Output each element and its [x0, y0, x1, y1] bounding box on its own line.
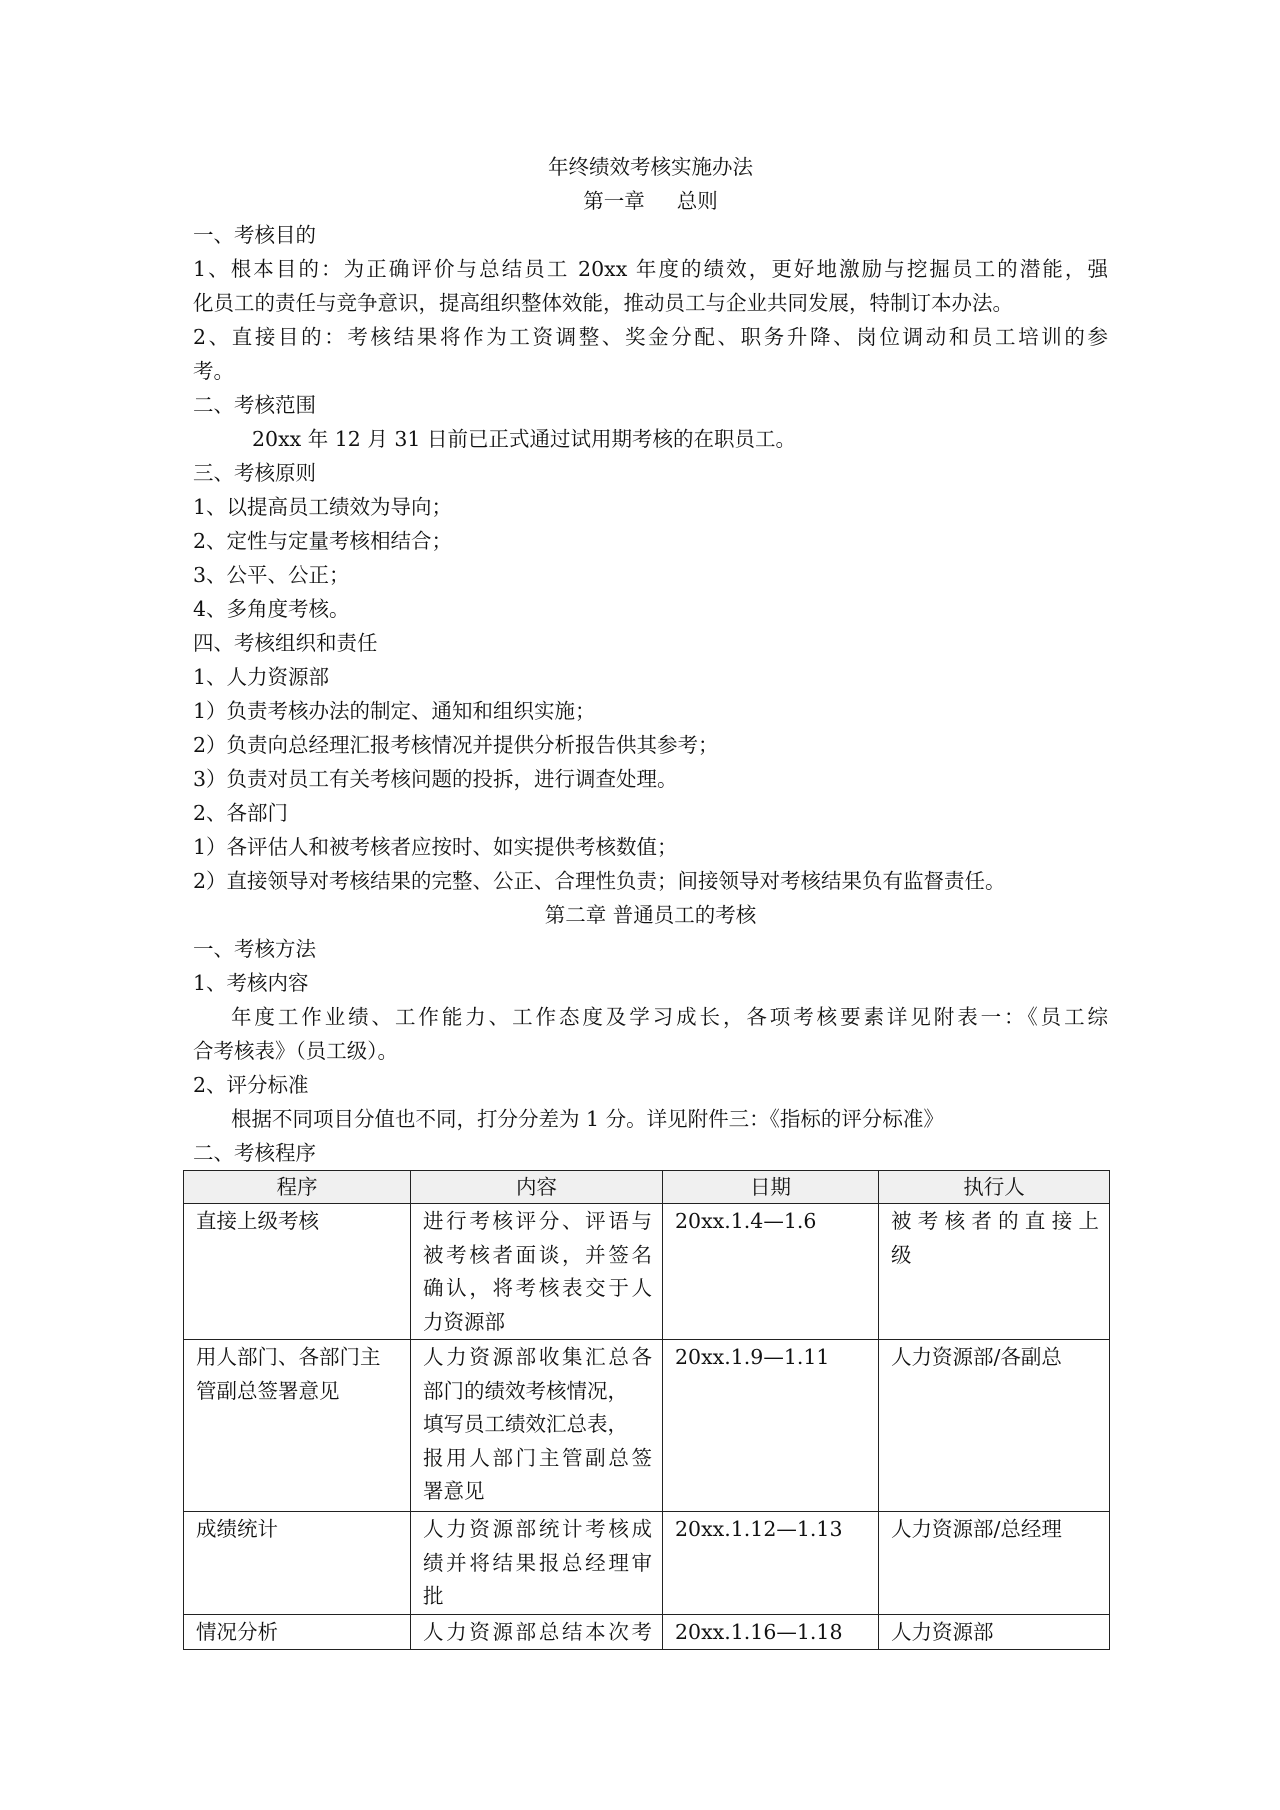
cell-line: 被考核者的直接上 [891, 1209, 1099, 1233]
cell-line: 直接上级考核 [196, 1209, 319, 1233]
cell-line: 确认，将考核表交于人 [423, 1276, 652, 1300]
chapter-1-name: 总则 [676, 189, 718, 213]
cell-line: 人力资源部统计考核成 [423, 1517, 652, 1541]
list-item: 3）负责对员工有关考核问题的投拆，进行调查处理。 [193, 767, 678, 791]
sub-heading: 2、评分标准 [193, 1073, 309, 1097]
cell-line: 人力资源部收集汇总各 [423, 1345, 652, 1369]
list-item: 1）负责考核办法的制定、通知和组织实施； [193, 699, 596, 723]
cell-date [663, 1614, 879, 1650]
chapter-2-heading: 第二章 普通员工的考核 [544, 903, 757, 927]
table-row [184, 1340, 1110, 1512]
paragraph-line: 根据不同项目分值也不同，打分分差为 1 分。详见附件三：《指标的评分标准》 [231, 1107, 944, 1131]
cell-step [184, 1614, 411, 1650]
cell-line: 报用人部门主管副总签 [423, 1445, 652, 1470]
column-header: 程序 [184, 1171, 411, 1204]
table-row [184, 1614, 1110, 1650]
cell-executor [879, 1340, 1110, 1512]
cell-step [184, 1340, 411, 1512]
cell-content [411, 1340, 663, 1512]
paragraph-line: 1、根本目的：为正确评价与总结员工 20xx 年度的绩效，更好地激励与挖掘员工的潜能，强 [193, 257, 1108, 281]
table-row [184, 1512, 1110, 1615]
paragraph-line: 考。 [193, 359, 234, 383]
sub-heading: 2、各部门 [193, 801, 289, 825]
paragraph-line: 年度工作业绩、工作能力、工作态度及学习成长，各项考核要素详见附表一：《员工综 [231, 1005, 1108, 1029]
section-heading: 一、考核方法 [193, 937, 316, 961]
cell-date [663, 1340, 879, 1512]
cell-executor [879, 1614, 1110, 1650]
paragraph-line: 化员工的责任与竞争意识，提高组织整体效能，推动员工与企业共同发展，特制订本办法。 [193, 291, 1013, 315]
list-item: 1）各评估人和被考核者应按时、如实提供考核数值； [193, 835, 678, 859]
cell-line: 部门的绩效考核情况， [423, 1378, 628, 1403]
cell-step [184, 1512, 411, 1615]
list-item: 2）直接领导对考核结果的完整、公正、合理性负责；间接领导对考核结果负有监督责任。 [193, 869, 1006, 893]
cell-line: 20xx.1.9—1.11 [675, 1345, 830, 1369]
cell-line: 20xx.1.16—1.18 [675, 1619, 843, 1644]
list-item: 1、以提高员工绩效为导向； [193, 495, 453, 519]
section-heading: 二、考核程序 [193, 1141, 316, 1165]
section-heading: 二、考核范围 [193, 393, 316, 417]
cell-line: 成绩统计 [196, 1517, 278, 1541]
procedure-table [183, 1170, 1110, 1650]
cell-step [184, 1204, 411, 1340]
cell-line: 署意见 [423, 1479, 485, 1503]
column-header: 内容 [411, 1171, 663, 1204]
chapter-1-label: 第一章 [583, 189, 645, 213]
cell-line: 批 [423, 1584, 444, 1608]
sub-heading: 1、人力资源部 [193, 665, 330, 689]
sub-heading: 1、考核内容 [193, 971, 309, 995]
cell-content [411, 1512, 663, 1615]
cell-line: 情况分析 [196, 1619, 278, 1644]
cell-line: 人力资源部 [891, 1619, 994, 1644]
cell-line: 力资源部 [423, 1309, 505, 1334]
cell-line: 填写员工绩效汇总表， [423, 1412, 628, 1436]
cell-line: 人力资源部/总经理 [891, 1517, 1062, 1541]
cell-line: 进行考核评分、评语与 [423, 1209, 652, 1233]
column-header: 执行人 [879, 1171, 1110, 1204]
section-heading: 一、考核目的 [193, 223, 316, 247]
cell-content [411, 1614, 663, 1650]
column-header: 日期 [663, 1171, 879, 1204]
cell-date [663, 1512, 879, 1615]
cell-line: 20xx.1.12—1.13 [675, 1517, 843, 1541]
section-heading: 四、考核组织和责任 [193, 631, 378, 655]
list-item: 4、多角度考核。 [193, 597, 350, 621]
cell-line: 用人部门、各部门主 [196, 1345, 381, 1369]
section-heading: 三、考核原则 [193, 461, 316, 485]
document-page [193, 150, 1108, 1170]
cell-line: 人力资源部/各副总 [891, 1345, 1062, 1369]
list-item: 3、公平、公正； [193, 563, 350, 587]
list-item: 2）负责向总经理汇报考核情况并提供分析报告供其参考； [193, 733, 719, 757]
paragraph-line: 20xx 年 12 月 31 日前已正式通过试用期考核的在职员工。 [252, 427, 796, 451]
cell-date [663, 1204, 879, 1340]
cell-line: 级 [891, 1242, 912, 1267]
cell-content [411, 1204, 663, 1340]
cell-executor [879, 1512, 1110, 1615]
table-header-row [184, 1171, 1110, 1204]
paragraph-line: 2、直接目的：考核结果将作为工资调整、奖金分配、职务升降、岗位调动和员工培训的参 [193, 325, 1108, 349]
cell-line: 人力资源部总结本次考 [423, 1619, 652, 1644]
table-row [184, 1204, 1110, 1340]
cell-executor [879, 1204, 1110, 1340]
list-item: 2、定性与定量考核相结合； [193, 529, 453, 553]
paragraph-line: 合考核表》（员工级）。 [193, 1039, 398, 1063]
cell-line: 管副总签署意见 [196, 1378, 340, 1403]
cell-line: 20xx.1.4—1.6 [675, 1209, 817, 1233]
cell-line: 被考核者面谈，并签名 [423, 1242, 652, 1267]
cell-line: 绩并将结果报总经理审 [423, 1550, 652, 1575]
chapter-1-heading [193, 184, 1108, 218]
doc-title: 年终绩效考核实施办法 [548, 155, 753, 179]
